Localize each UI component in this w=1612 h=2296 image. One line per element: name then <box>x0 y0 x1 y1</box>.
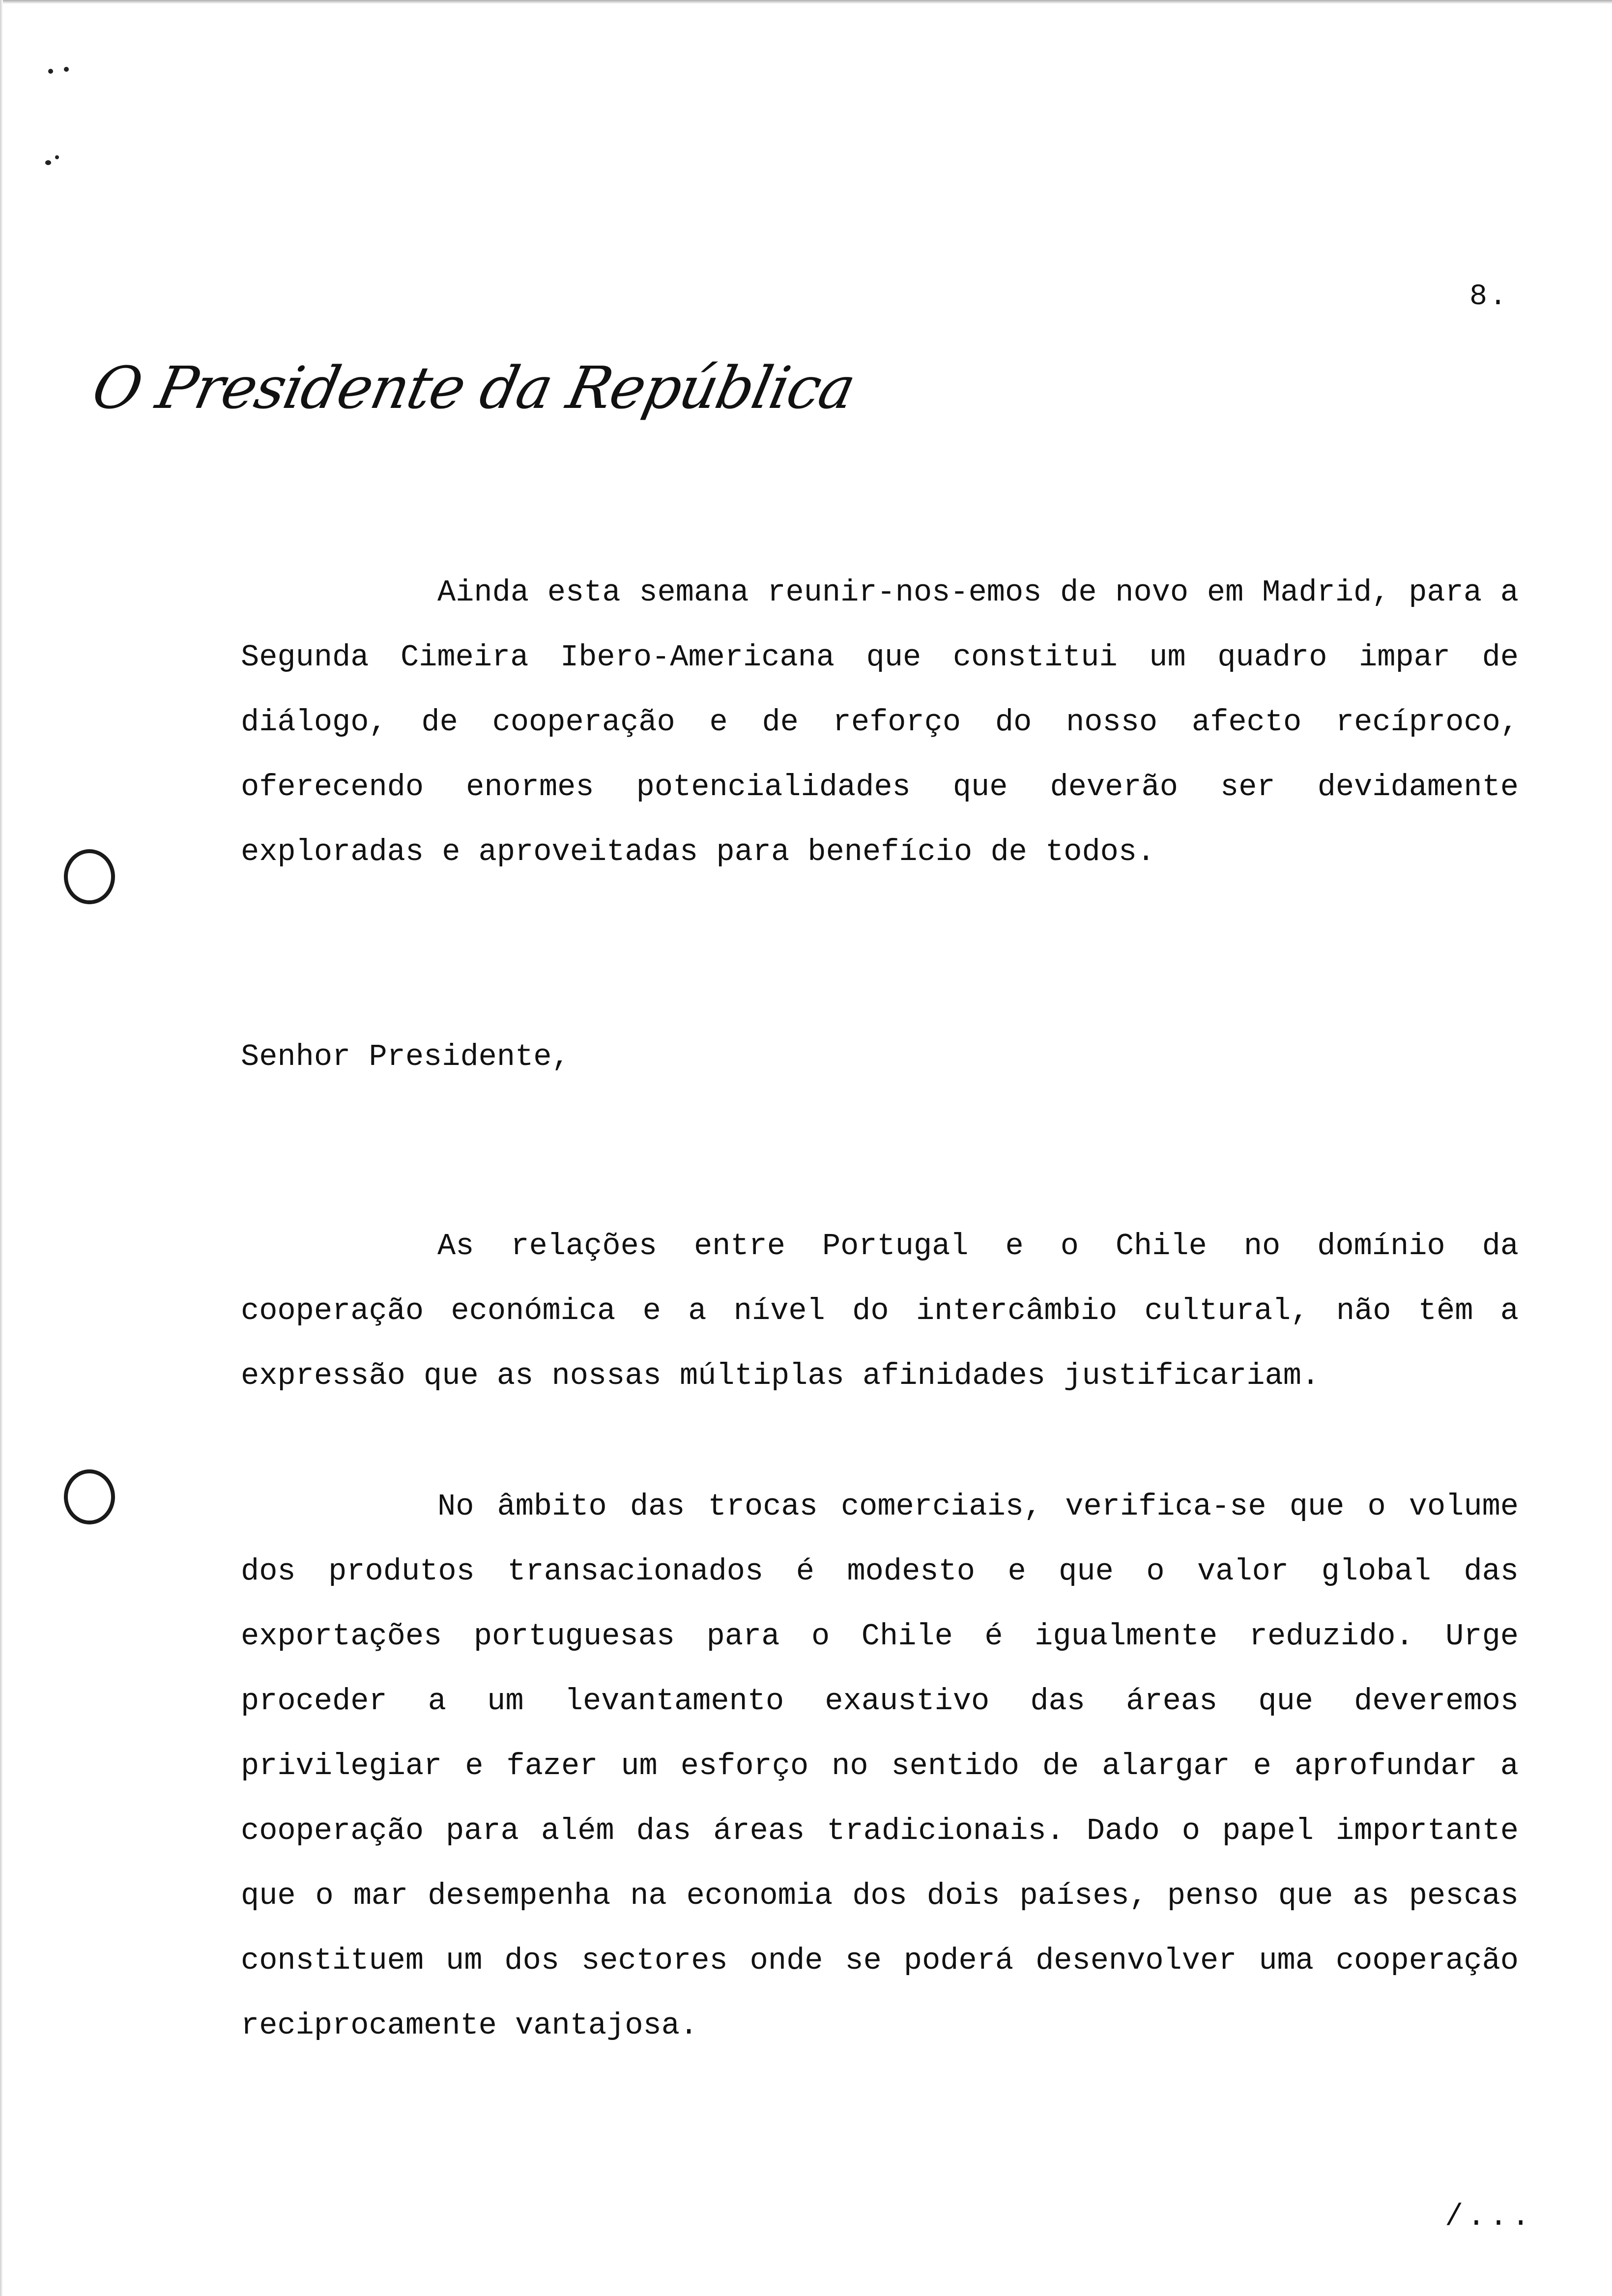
scan-top-edge <box>0 0 1612 4</box>
scan-speck <box>48 69 53 74</box>
punch-hole <box>64 849 115 904</box>
salutation: Senhor Presidente, <box>241 1039 570 1074</box>
punch-hole <box>64 1469 115 1524</box>
body-paragraph: Ainda esta semana reunir-nos-emos de novo em Madrid, para a Segunda Cimeira Ibero-Americana que constitui um quadro impar de diálogo, de cooperação e de reforço do nosso afecto recíproco, oferecendo enormes potencialidades que deverão ser devidamente exploradas e aproveitadas para benefício de todos. <box>241 575 1519 869</box>
presidency-letterhead-logo <box>86 344 861 432</box>
scan-speck <box>45 160 51 165</box>
body-paragraph: No âmbito das trocas comerciais, verifica-se que o volume dos produtos transacionados é modesto e que o valor global das exportações portuguesas para o Chile é igualmente reduzido. Urge proceder a um levantamento exaustivo das áreas que deveremos privilegiar e fazer um esforço no sentido de alargar e aprofundar a cooperação para além das áreas tradicionais. Dado o papel importante que o mar desempenha na economia dos dois países, penso que as pescas constituem um dos sectores onde se poderá desenvolver uma cooperação reciprocamente vantajosa. <box>241 1489 1519 2043</box>
page-number: 8. <box>1469 280 1509 314</box>
scan-speck <box>64 67 69 72</box>
scan-speck <box>55 155 59 159</box>
scan-left-edge <box>0 0 3 2296</box>
continuation-mark: /... <box>1445 2199 1534 2234</box>
svg-text:O Presidente da República: O Presidente da República <box>86 354 861 422</box>
body-paragraph: As relações entre Portugal e o Chile no domínio da cooperação económica e a nível do intercâmbio cultural, não têm a expressão que as nossas múltiplas afinidades justificariam. <box>241 1229 1519 1393</box>
